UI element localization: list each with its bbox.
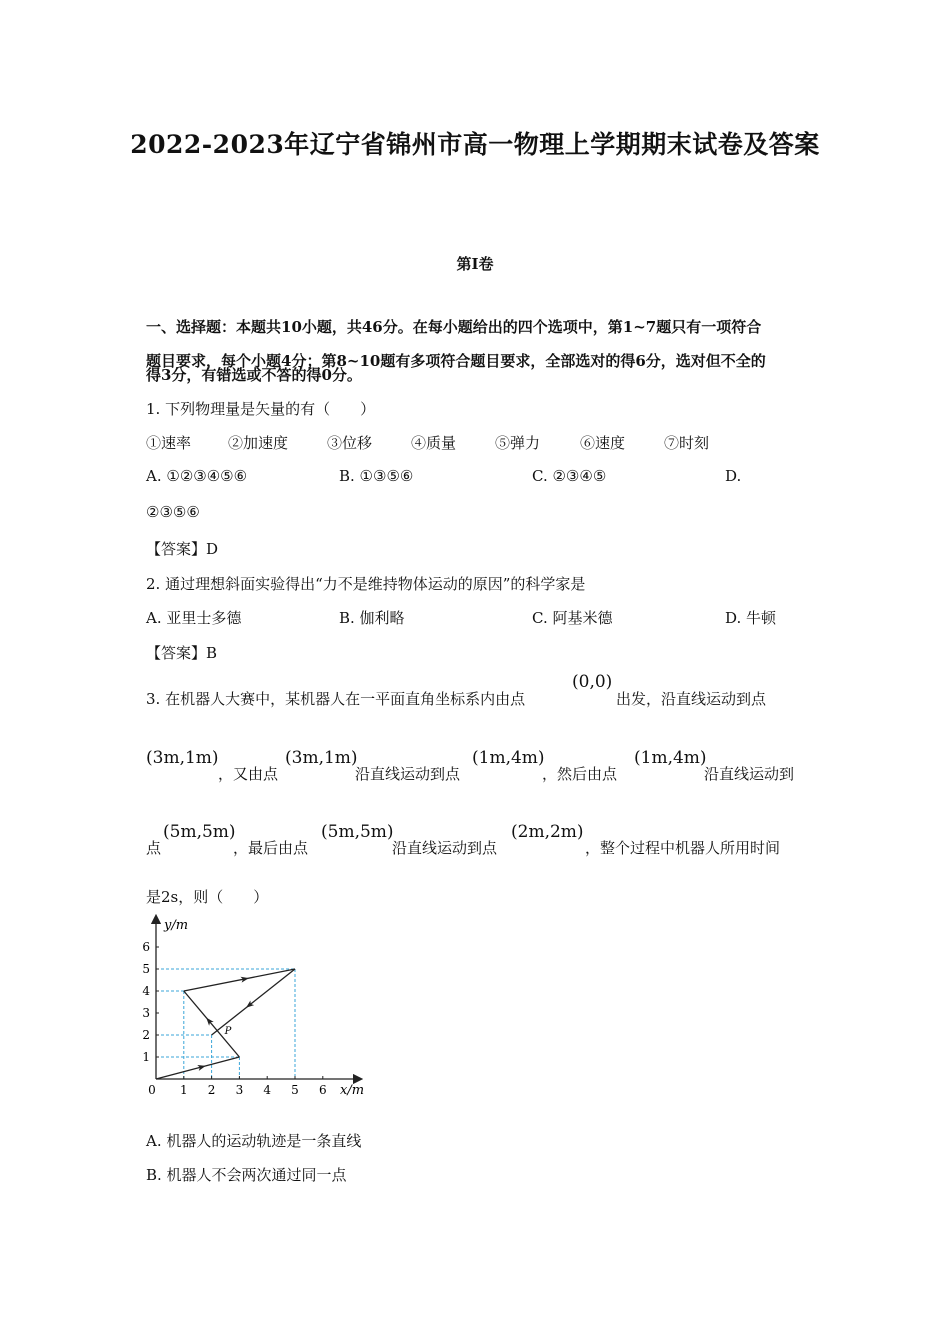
q1-item: ②加速度 xyxy=(228,434,289,452)
q1-answer: 【答案】D xyxy=(146,540,219,558)
q1-option-c: C. ②③④⑤ xyxy=(532,467,607,485)
q3-line2-a: ，又由点 xyxy=(218,765,279,783)
q3-line3-c: 沿直线运动到点 xyxy=(392,839,498,857)
q1-option-d-label: D. xyxy=(725,467,742,485)
x-tick-label: 1 xyxy=(179,1083,188,1097)
x-axis-label: x/m xyxy=(340,1083,365,1098)
q3-option-a: A. 机器人的运动轨迹是一条直线 xyxy=(146,1132,362,1150)
y-tick-label: 5 xyxy=(142,962,150,976)
direction-arrow xyxy=(197,1063,206,1071)
q1-option-b: B. ①③⑤⑥ xyxy=(339,467,414,485)
q1-item: ④质量 xyxy=(411,434,457,452)
q3-point-2b: (1m,4m) xyxy=(634,748,707,768)
x-tick-label: 4 xyxy=(263,1083,272,1097)
intro-line-1: 一、选择题：本题共10小题，共46分。在每小题给出的四个选项中，第1~7题只有一项符合 xyxy=(146,318,762,336)
q3-point-origin: (0,0) xyxy=(572,672,613,692)
q1-item: ①速率 xyxy=(146,434,192,452)
q2-answer: 【答案】B xyxy=(146,644,218,662)
y-tick-label: 1 xyxy=(142,1050,150,1064)
y-tick-label: 3 xyxy=(142,1006,150,1020)
q3-line4: 是2s，则（ ） xyxy=(146,888,269,906)
q3-line3-d: ，整个过程中机器人所用时间 xyxy=(585,839,781,857)
q1-item: ⑤弹力 xyxy=(495,434,541,452)
y-tick-label: 4 xyxy=(142,984,150,998)
intro-line-2: 题目要求，每个小题4分；第8~10题有多项符合题目要求，全部选对的得6分，选对但不全的 xyxy=(146,352,766,370)
intro-line-3: 得3分，有错选或不答的得0分。 xyxy=(146,366,362,384)
q3-line2-b: 沿直线运动到点 xyxy=(355,765,461,783)
trajectory-segment xyxy=(156,1057,239,1079)
document-title: 2022-2023年辽宁省锦州市高一物理上学期期末试卷及答案 xyxy=(130,130,820,159)
x-tick-label: 3 xyxy=(235,1083,244,1097)
q1-item: ③位移 xyxy=(327,434,373,452)
x-tick-label: 5 xyxy=(291,1083,299,1097)
q2-option-a: A. 亚里士多德 xyxy=(146,609,242,627)
q1-item: ⑥速度 xyxy=(580,434,626,452)
q3-point-1: (3m,1m) xyxy=(146,748,219,768)
q3-line1-b: 出发，沿直线运动到点 xyxy=(616,690,767,708)
trajectory-graph xyxy=(140,914,380,1104)
point-p-label: P xyxy=(224,1026,232,1037)
y-tick-label: 2 xyxy=(142,1028,150,1042)
q2-option-d: D. 牛顿 xyxy=(725,609,777,627)
q3-point-2: (1m,4m) xyxy=(472,748,545,768)
q3-point-3: (5m,5m) xyxy=(163,822,236,842)
q3-line3-b: ，最后由点 xyxy=(233,839,309,857)
axis-ticks xyxy=(142,940,326,1097)
q3-line1-a: 3. 在机器人大赛中，某机器人在一平面直角坐标系内由点 xyxy=(146,690,526,708)
q3-point-4: (2m,2m) xyxy=(511,822,584,842)
q1-option-d-text: ②③⑤⑥ xyxy=(146,503,200,521)
q2-stem: 2. 通过理想斜面实验得出“力不是维持物体运动的原因”的科学家是 xyxy=(146,575,586,593)
x-tick-label: 6 xyxy=(318,1083,327,1097)
q3-point-3b: (5m,5m) xyxy=(321,822,394,842)
q1-option-a: A. ①②③④⑤⑥ xyxy=(146,467,248,485)
q2-option-b: B. 伽利略 xyxy=(339,609,405,627)
trajectory-segment xyxy=(184,969,295,991)
q1-stem: 1. 下列物理量是矢量的有（ ） xyxy=(146,400,376,418)
y-tick-label: 6 xyxy=(142,940,150,954)
q3-line2-c: ，然后由点 xyxy=(542,765,618,783)
q3-line2-d: 沿直线运动到 xyxy=(704,765,795,783)
q1-item: ⑦时刻 xyxy=(664,434,710,452)
trajectory-path xyxy=(156,969,295,1079)
q3-point-1b: (3m,1m) xyxy=(285,748,358,768)
y-axis-label: y/m xyxy=(164,918,189,933)
q2-option-c: C. 阿基米德 xyxy=(532,609,613,627)
section-header: 第I卷 xyxy=(456,255,494,273)
x-tick-label: 0 xyxy=(148,1083,156,1097)
x-tick-label: 2 xyxy=(207,1083,216,1097)
q3-line3-a: 点 xyxy=(146,839,162,857)
q3-option-b: B. 机器人不会两次通过同一点 xyxy=(146,1166,347,1184)
